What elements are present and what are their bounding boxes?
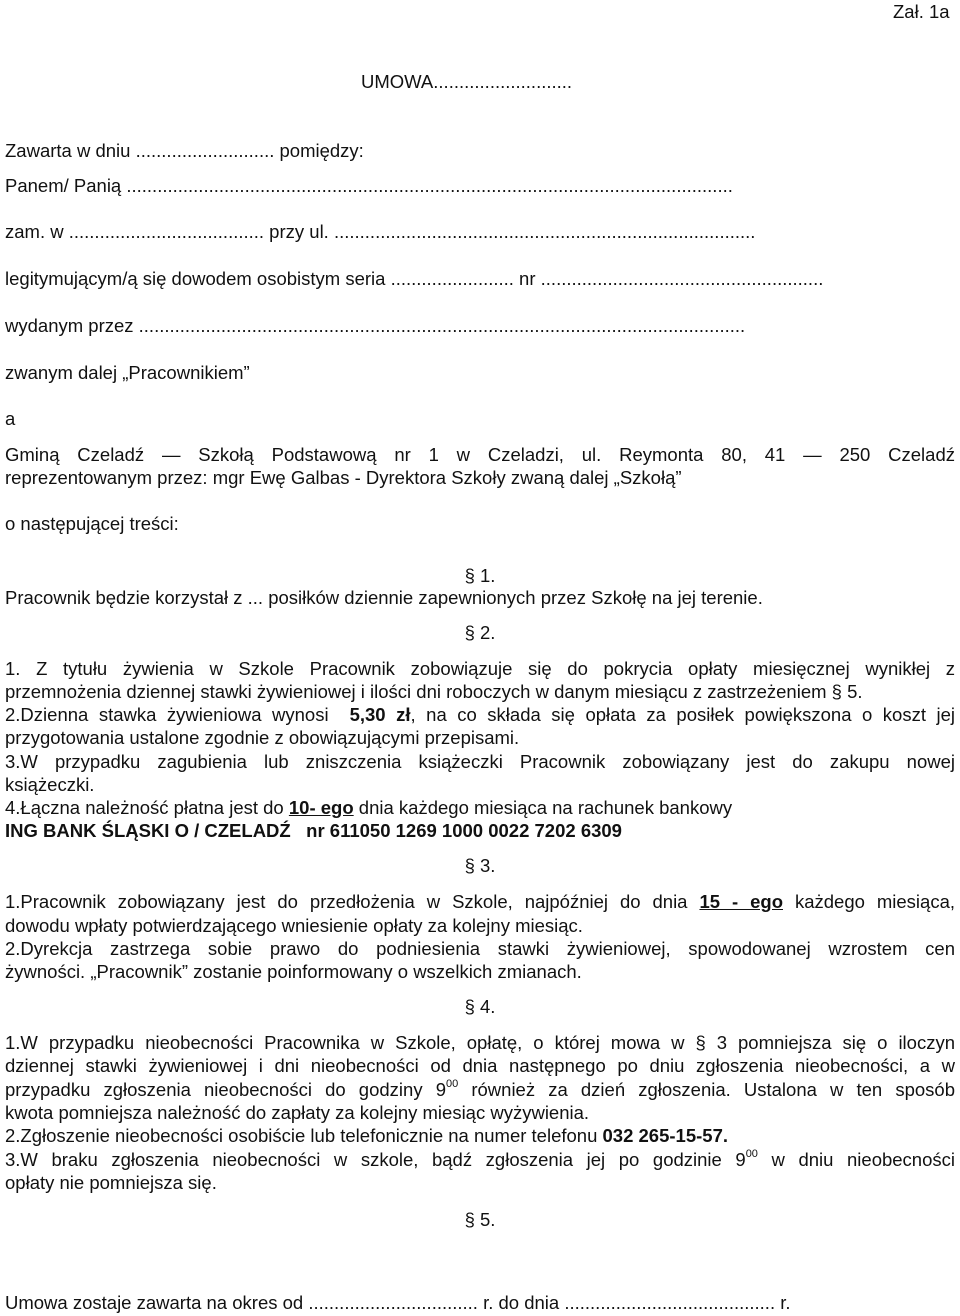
school-line-2: reprezentowanym przez: mgr Ewę Galbas - Dyrektora Szkoły zwaną dalej „Szkołą” bbox=[5, 467, 682, 488]
section-5-text: Umowa zostaje zawarta na okres od ................................. r. do dnia ......................................... r. bbox=[5, 1292, 791, 1313]
section-2-p4-line1: 4.Łączna należność płatna jest do 10- ego dnia każdego miesiąca na rachunek bankowy bbox=[5, 797, 733, 818]
section-2-p2-line2: przygotowania ustalone zgodnie z obowiązującymi przepisami. bbox=[5, 727, 520, 748]
section-4-heading: § 4. bbox=[464, 996, 496, 1017]
section-3-p2-line2: żywności. „Pracownik” zostanie poinformowany o wszelkich zmianach. bbox=[5, 961, 582, 982]
daily-rate: 5,30 zł bbox=[349, 704, 411, 725]
section-3-p2-line1: 2.Dyrekcja zastrzega sobie prawo do podniesienia stawki żywieniowej, spowodowanej wzrostem cen bbox=[5, 938, 955, 959]
section-3-p1-line2: dowodu wpłaty potwierdzającego wniesienie opłaty za kolejny miesiąc. bbox=[5, 915, 583, 936]
section-4-p1-line1: 1.W przypadku nieobecności Pracownika w Szkole, opłatę, o której mowa w § 3 pomniejsza się o iloczyn bbox=[5, 1032, 955, 1053]
content-intro: o następującej treści: bbox=[5, 513, 179, 534]
section-2-heading: § 2. bbox=[464, 622, 496, 643]
section-5-heading: § 5. bbox=[464, 1209, 496, 1230]
section-1-text: Pracownik będzie korzystał z ... posiłków dziennie zapewnionych przez Szkołę na jej terenie. bbox=[5, 587, 763, 608]
date-line: Zawarta w dniu ........................... pomiędzy: bbox=[5, 140, 364, 161]
hour-superscript: 00 bbox=[445, 1077, 459, 1090]
section-4-p3-line1: 3.W braku zgłoszenia nieobecności w szkole, bądź zgłoszenia jej po godzinie $9^{00}$ w dniu nieobecności bbox=[5, 1147, 955, 1170]
hour-superscript: 00 bbox=[745, 1147, 758, 1160]
section-3-heading: § 3. bbox=[464, 855, 496, 876]
section-4-p2: 2.Zgłoszenie nieobecności osobiście lub telefonicznie na numer telefonu 032 265-15-57. bbox=[5, 1125, 729, 1146]
phone-number: 032 265-15-57. bbox=[602, 1125, 729, 1146]
bank-account: ING BANK ŚLĄSKI O / CZELADŹ nr 611050 1269 1000 0022 7202 6309 bbox=[5, 820, 622, 841]
attachment-label: Zał. 1a bbox=[893, 1, 950, 22]
section-4-p3-line2: opłaty nie pomniejsza się. bbox=[5, 1172, 217, 1193]
section-4-p1-line2: dziennej stawki żywieniowej i dni nieobecności od dnia następnego po dniu zgłoszenia nieobecności, a w bbox=[5, 1055, 955, 1076]
section-3-p1-line1: 1.Pracownik zobowiązany jest do przedłożenia w Szkole, najpóźniej do dnia 15 - ego każdego miesiąca, bbox=[5, 891, 956, 912]
section-4-p1-line4: kwota pomniejsza należność do zapłaty za kolejny miesiąc wyżywienia. bbox=[5, 1102, 590, 1123]
section-4-p1-line3: przypadku zgłoszenia nieobecności do godziny $9^{00}$ również za dzień zgłoszenia. Ustalona w ten sposób bbox=[5, 1077, 955, 1100]
section-2-p3-line1: 3.W przypadku zagubienia lub zniszczenia książeczki Pracownik zobowiązany jest do zakupu nowej bbox=[5, 751, 955, 772]
section-2-p1-line2: przemnożenia dziennej stawki żywieniowej i ilości dni roboczych w danym miesiącu z zastrzeżeniem § 5. bbox=[5, 681, 863, 702]
address-line: zam. w ...................................... przy ul. .................................................................................. bbox=[5, 221, 756, 242]
section-1-heading: § 1. bbox=[464, 565, 496, 586]
employee-named-line: zwanym dalej „Pracownikiem” bbox=[5, 362, 250, 383]
and-line: a bbox=[5, 408, 16, 429]
section-2-p1-line1: 1. Z tytułu żywienia w Szkole Pracownik zobowiązuje się do pokrycia opłaty miesięcznej wynikłej z bbox=[5, 658, 955, 679]
document-title: UMOWA........................... bbox=[361, 71, 573, 92]
name-line: Panem/ Panią ...................................................................................................................... bbox=[5, 175, 733, 196]
id-line: legitymującym/ą się dowodem osobistym seria ........................ nr ....................................................... bbox=[5, 268, 824, 289]
issued-line: wydanym przez ...................................................................................................................... bbox=[5, 315, 746, 336]
school-line-1: Gminą Czeladź — Szkołą Podstawową nr 1 w Czeladzi, ul. Reymonta 80, 41 — 250 Czeladź bbox=[5, 444, 955, 465]
section-2-p2-line1: 2.Dzienna stawka żywieniowa wynosi 5,30 zł, na co składa się opłata za posiłek powiększona o koszt jej bbox=[5, 704, 955, 725]
receipt-deadline: 15 - ego bbox=[699, 891, 783, 912]
payment-deadline: 10- ego bbox=[288, 797, 354, 818]
section-2-p3-line2: książeczki. bbox=[5, 774, 95, 795]
